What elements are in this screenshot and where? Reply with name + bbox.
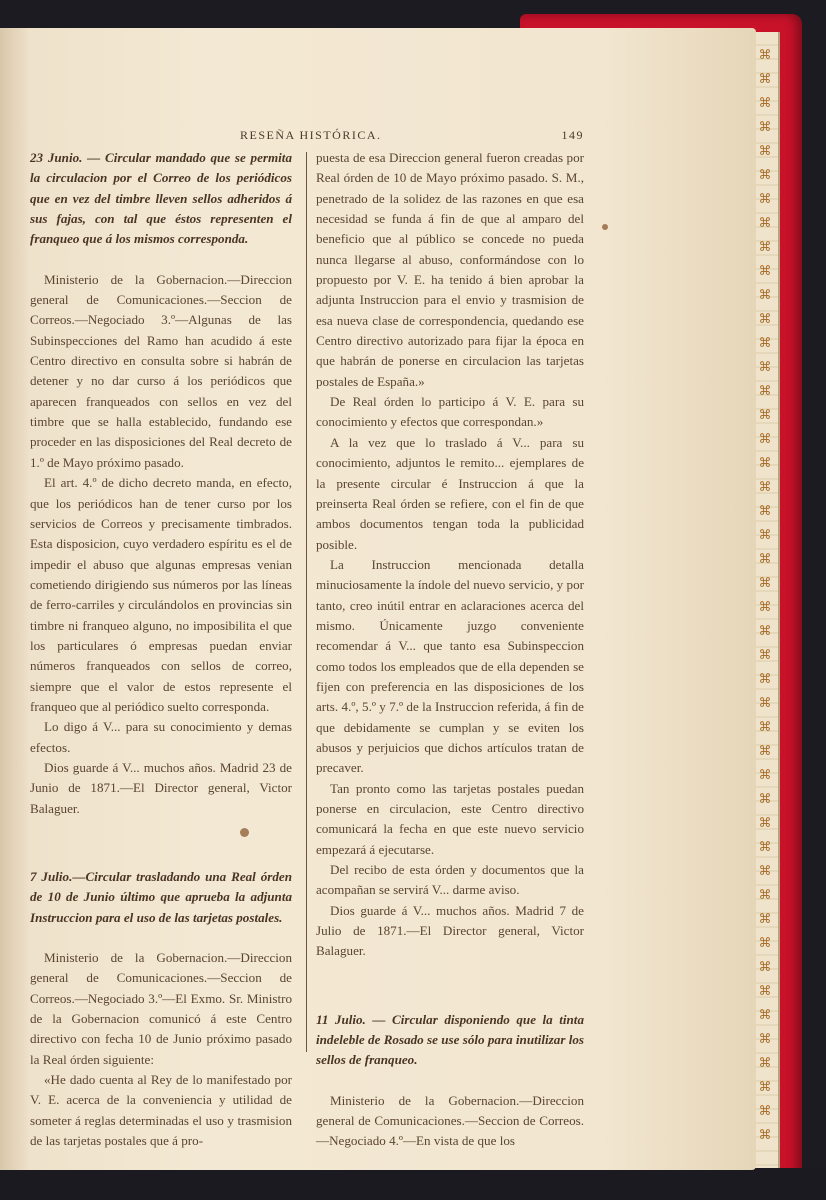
edge-mark: ⌘: [758, 672, 772, 687]
paragraph: Ministerio de la Gobernacion.—Direccion general de Comunicaciones.—Seccion de Correos.—Negociado 3.º—Algunas de las Subinspecciones del Ramo han acudido á este Centro directivo en consulta sobre si habrán de detener y no dar curso á los periódicos que aparecen franqueados con sellos en vez del timbre que se halla establecido, fundando ese proceder en las disposiciones del Real decreto de 1.º de Mayo próximo pasado.: [30, 271, 292, 470]
edge-mark: ⌘: [758, 912, 772, 927]
column-divider: [306, 152, 307, 1052]
paragraph: Tan pronto como las tarjetas postales puedan ponerse en circulacion, este Centro directivo comunicará la fecha en que este nuevo servicio empezará á ejecutarse.: [316, 780, 584, 857]
edge-mark: ⌘: [758, 264, 772, 279]
edge-mark: ⌘: [758, 1032, 772, 1047]
spacer: [30, 819, 292, 867]
edge-mark: ⌘: [758, 624, 772, 639]
edge-mark: ⌘: [758, 240, 772, 255]
edge-mark: ⌘: [758, 936, 772, 951]
entry-heading: 11 Julio. — Circular disponiendo que la tinta indeleble de Rosado se use sólo para inutilizar los sellos de franqueo.: [316, 1011, 584, 1068]
spacer: [316, 962, 584, 1010]
edge-mark: ⌘: [758, 1104, 772, 1119]
edge-mark: ⌘: [758, 1080, 772, 1095]
paragraph: De Real órden lo participo á V. E. para su conocimiento y efectos que correspondan.»: [316, 394, 584, 430]
edge-mark: ⌘: [758, 144, 772, 159]
left-column: [30, 148, 292, 1151]
running-head-title: RESEÑA HISTÓRICA.: [240, 128, 382, 142]
paragraph: Dios guarde á V... muchos años. Madrid 23 de Junio de 1871.—El Director general, Victor Balaguer.: [30, 759, 292, 816]
edge-mark: ⌘: [758, 552, 772, 567]
edge-mark: ⌘: [758, 1128, 772, 1143]
paragraph: Dios guarde á V... muchos años. Madrid 7 de Julio de 1871.—El Director general, Victor Balaguer.: [316, 902, 584, 959]
page-number: 149: [561, 128, 584, 142]
edge-mark: ⌘: [758, 168, 772, 183]
edge-mark: ⌘: [758, 576, 772, 591]
running-header: [240, 128, 584, 150]
edge-mark: ⌘: [758, 504, 772, 519]
spacer: [30, 250, 292, 270]
paragraph: A la vez que lo traslado á V... para su conocimiento, adjuntos le remito... ejemplares de la presente circular é Instruccion á que la preinserta Real órden se refiere, con el fin de que ambos documentos tengan toda la publicidad posible.: [316, 434, 584, 552]
edge-mark: ⌘: [758, 984, 772, 999]
entry-heading: 7 Julio.—Circular trasladando una Real órden de 10 de Junio último que aprueba la adjunta Instruccion para el uso de las tarjetas postales.: [30, 869, 292, 925]
ink-blot: [602, 224, 608, 230]
edge-mark: ⌘: [758, 432, 772, 447]
right-column: [316, 148, 584, 1152]
edge-mark: ⌘: [758, 48, 772, 63]
edge-mark: ⌘: [758, 1008, 772, 1023]
edge-mark: ⌘: [758, 648, 772, 663]
edge-mark: ⌘: [758, 120, 772, 135]
edge-mark: ⌘: [758, 312, 772, 327]
edge-marbling: [758, 44, 772, 1164]
edge-mark: ⌘: [758, 960, 772, 975]
edge-mark: ⌘: [758, 768, 772, 783]
edge-mark: ⌘: [758, 192, 772, 207]
paragraph: La Instruccion mencionada detalla minuciosamente la índole del nuevo servicio, y por tanto, creo inútil entrar en aclaraciones acerca del mismo. Únicamente juzgo conveniente recomendar á V... que tanto esa Subinspeccion como todos los empleados que de ella dependen se fijen con preferencia en las disposiciones de los arts. 4.º, 5.º y 7.º de la Instruccion referida, á fin de que debidamente se cumplan y se eviten los abusos y perjuicios que dichos artículos tratan de precaver.: [316, 556, 584, 776]
ink-blot: [240, 828, 249, 837]
paragraph: Ministerio de la Gobernacion.—Direccion general de Comunicaciones.—Seccion de Correos.—Negociado 4.º—En vista de que los: [316, 1092, 584, 1149]
edge-mark: ⌘: [758, 360, 772, 375]
paragraph: Ministerio de la Gobernacion.—Direccion general de Comunicaciones.—Seccion de Correos.—Negociado 3.º—El Exmo. Sr. Ministro de la Gobernacion comunicó á este Centro directivo con fecha 10 de Junio próximo pasado la Real órden siguiente:: [30, 950, 292, 1067]
edge-mark: ⌘: [758, 96, 772, 111]
edge-mark: ⌘: [758, 408, 772, 423]
edge-mark: ⌘: [758, 480, 772, 495]
edge-mark: ⌘: [758, 336, 772, 351]
edge-mark: ⌘: [758, 288, 772, 303]
paragraph: Del recibo de esta órden y documentos que la acompañan se servirá V... darme aviso.: [316, 862, 584, 898]
edge-mark: ⌘: [758, 456, 772, 471]
edge-mark: ⌘: [758, 816, 772, 831]
book-page: [0, 28, 756, 1170]
paragraph: El art. 4.º de dicho decreto manda, en efecto, que los periódicos han de tener curso por los servicios de Correos y precisamente timbrados. Esta disposicion, cuyo verdadero espíritu es el de impedir el abuso que algunas empresas venian cometiendo dirigiendo sus números por las líneas de ferro-carriles y circulándolos en provincias sin timbre ni franqueo alguno, no imposibilita el que los particulares ó empresas puedan enviar números franqueados con sellos de correo, siempre que el valor de estos represente el franqueo que al periódico suelto corresponda.: [30, 475, 292, 714]
paragraph: puesta de esa Direccion general fueron creadas por Real órden de 10 de Mayo próximo pasado. S. M., penetrado de la solidez de las razones en que esa necesidad se funda á fin de que al amparo del beneficio que al público se concede no pueda nunca llegarse al abuso, conformándose con lo propuesto por V. E. ha tenido á bien aprobar la adjunta Instruccion para el envio y trasmision de esa nueva clase de correspondencia, quedando ese Centro directivo autorizado para fijar la época en que habrán de ponerse en circulacion las tarjetas postales de España.»: [316, 150, 584, 389]
edge-mark: ⌘: [758, 600, 772, 615]
edge-mark: ⌘: [758, 696, 772, 711]
table-surface: [0, 1168, 826, 1200]
entry-heading: 23 Junio. — Circular mandado que se permita la circulacion por el Correo de los periódicos que en vez del timbre lleven sellos adheridos á sus fajas, con tal que éstos representen el franqueo que á los mismos corresponda.: [30, 150, 292, 247]
edge-mark: ⌘: [758, 384, 772, 399]
edge-mark: ⌘: [758, 864, 772, 879]
edge-mark: ⌘: [758, 840, 772, 855]
edge-mark: ⌘: [758, 792, 772, 807]
spacer: [30, 928, 292, 948]
spacer: [316, 1071, 584, 1091]
edge-mark: ⌘: [758, 1056, 772, 1071]
paragraph: «He dado cuenta al Rey de lo manifestado por V. E. acerca de la conveniencia y utilidad de someter á reglas determinadas el uso y trasmision de las tarjetas postales que á pro-: [30, 1072, 292, 1149]
edge-mark: ⌘: [758, 72, 772, 87]
edge-mark: ⌘: [758, 528, 772, 543]
paragraph: Lo digo á V... para su conocimiento y demas efectos.: [30, 719, 292, 755]
edge-mark: ⌘: [758, 888, 772, 903]
edge-mark: ⌘: [758, 216, 772, 231]
edge-mark: ⌘: [758, 744, 772, 759]
edge-mark: ⌘: [758, 720, 772, 735]
